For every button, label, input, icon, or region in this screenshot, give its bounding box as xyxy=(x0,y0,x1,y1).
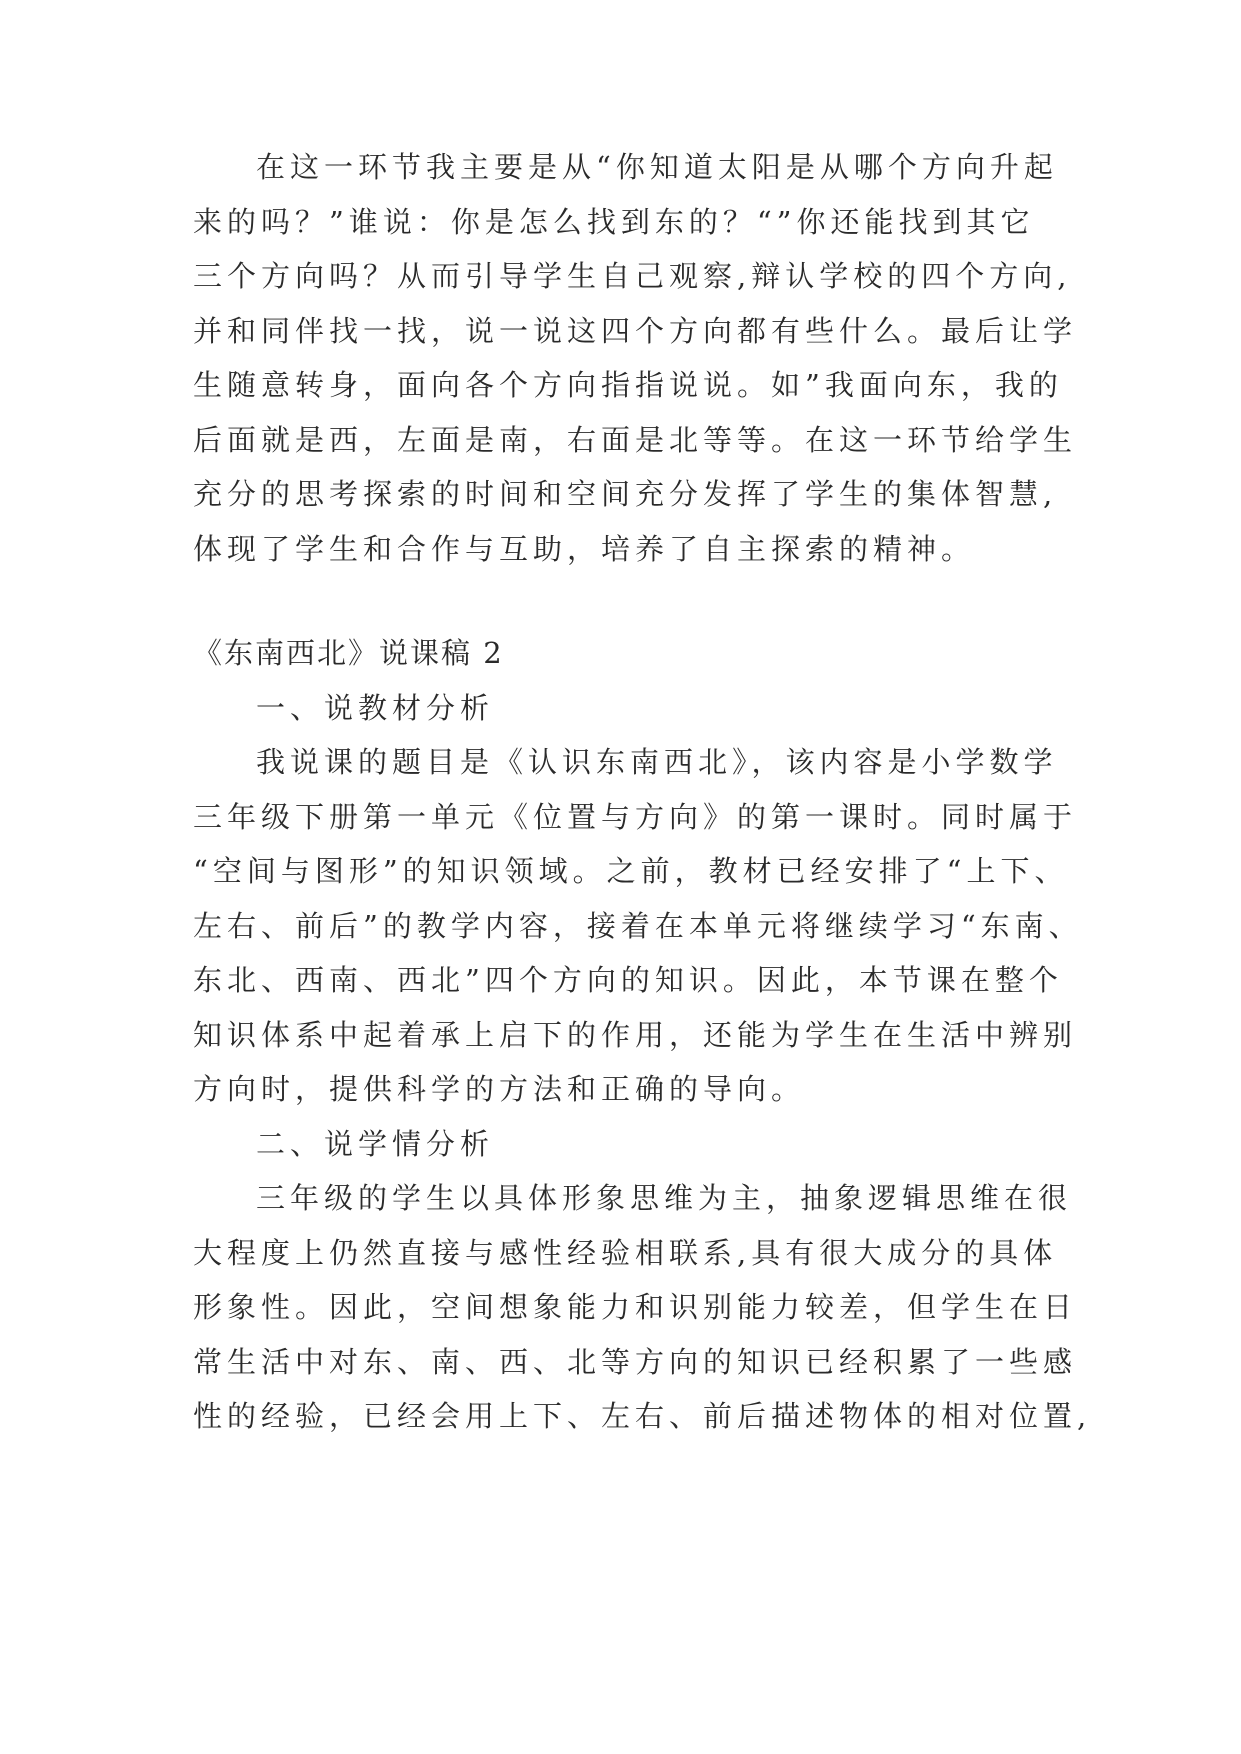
text-line: 性的经验，已经会用上下、左右、前后描述物体的相对位置, xyxy=(193,1399,1092,1433)
section-title: 《东南西北》说课稿 2 xyxy=(193,636,504,670)
text-line: 充分的思考探索的时间和空间充分发挥了学生的集体智慧, xyxy=(193,477,1058,511)
text-line: 常生活中对东、南、西、北等方向的知识已经积累了一些感 xyxy=(193,1345,1078,1379)
heading-textbook-analysis: 一、说教材分析 xyxy=(256,691,495,725)
text-line: 知识体系中起着承上启下的作用，还能为学生在生活中辨别 xyxy=(193,1018,1078,1052)
text-line: 东北、西南、西北”四个方向的知识。因此，本节课在整个 xyxy=(193,963,1063,997)
text-line: 在这一环节我主要是从“你知道太阳是从哪个方向升起 xyxy=(256,150,1058,184)
text-line: 左右、前后”的教学内容，接着在本单元将继续学习“东南、 xyxy=(193,909,1083,943)
text-line: 大程度上仍然直接与感性经验相联系,具有很大成分的具体 xyxy=(193,1236,1058,1270)
text-line: 来的吗？”谁说：你是怎么找到东的？“”你还能找到其它 xyxy=(193,205,1035,239)
text-line: 我说课的题目是《认识东南西北》，该内容是小学数学 xyxy=(256,745,1058,779)
text-line: 并和同伴找一找，说一说这四个方向都有些什么。最后让学 xyxy=(193,314,1078,348)
text-line: 后面就是西，左面是南，右面是北等等。在这一环节给学生 xyxy=(193,423,1078,457)
text-line: “空间与图形”的知识领域。之前，教材已经安排了“上下、 xyxy=(193,854,1069,888)
text-line: 三年级的学生以具体形象思维为主，抽象逻辑思维在很 xyxy=(256,1181,1073,1215)
text-line: 生随意转身，面向各个方向指指说说。如”我面向东，我的 xyxy=(193,368,1063,402)
text-line: 三个方向吗？从而引导学生自己观察,辩认学校的四个方向, xyxy=(193,259,1072,293)
text-line: 三年级下册第一单元《位置与方向》的第一课时。同时属于 xyxy=(193,800,1078,834)
text-line: 体现了学生和合作与互助，培养了自主探索的精神。 xyxy=(193,532,976,566)
heading-student-analysis: 二、说学情分析 xyxy=(256,1127,495,1161)
text-line: 形象性。因此，空间想象能力和识别能力较差，但学生在日 xyxy=(193,1290,1078,1324)
text-line: 方向时，提供科学的方法和正确的导向。 xyxy=(193,1072,806,1106)
